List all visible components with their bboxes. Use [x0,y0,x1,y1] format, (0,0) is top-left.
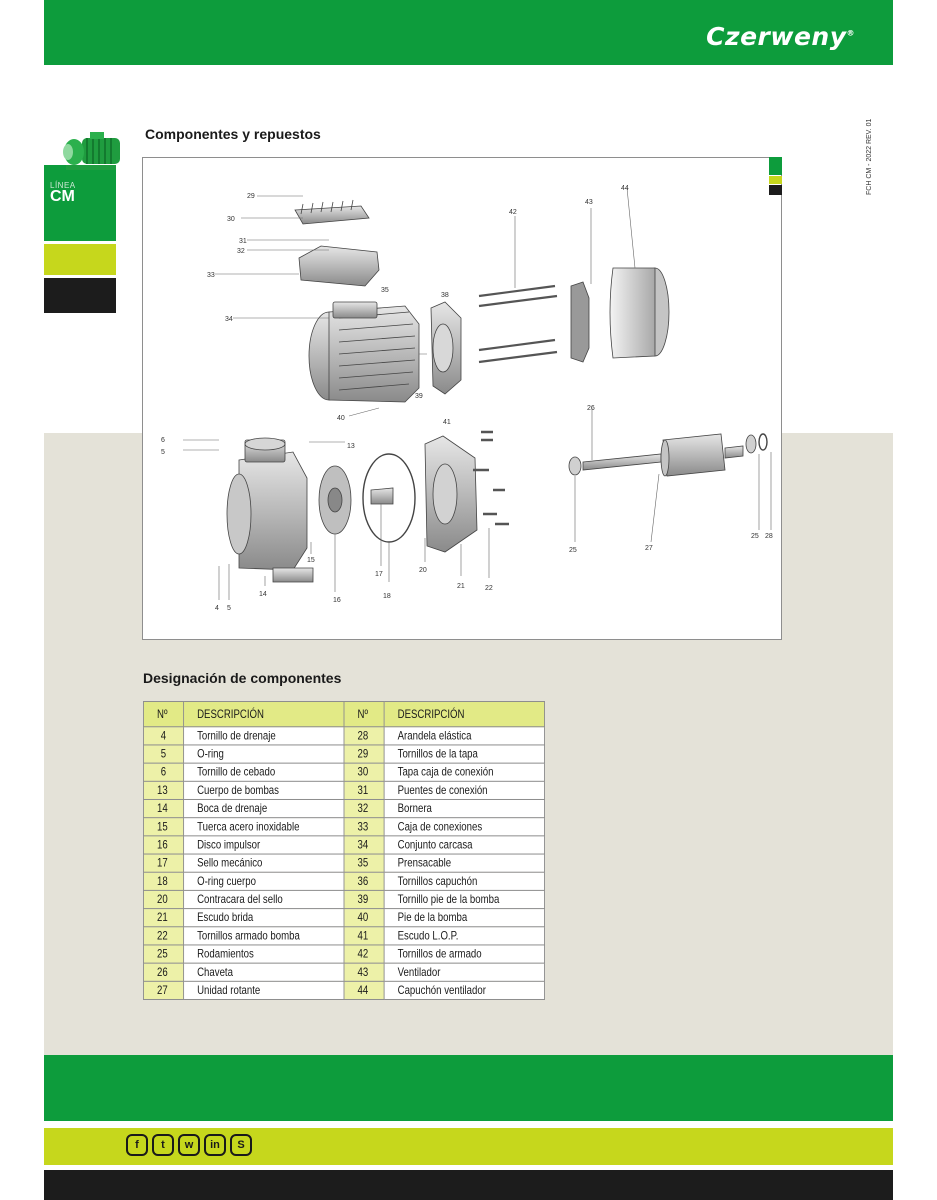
part-description: Pie de la bomba [384,909,544,927]
svg-text:6: 6 [161,437,165,444]
part-description: Escudo brida [184,909,344,927]
part-description: Bornera [384,799,544,817]
line-label: LÍNEA [50,181,76,190]
table-header-row [143,702,544,727]
part-number: 14 [143,799,183,817]
linkedin-icon[interactable]: in [204,1134,226,1156]
part-number: 32 [344,799,384,817]
part-description: Tornillos armado bomba [184,927,344,945]
svg-text:39: 39 [415,393,423,400]
part-number: 43 [344,963,384,981]
part-number: 39 [344,890,384,908]
part-number: 20 [143,890,183,908]
components-title: Componentes y repuestos [145,126,321,142]
svg-text:20: 20 [419,567,427,574]
part-description: Rodamientos [184,945,344,963]
part-description: Boca de drenaje [184,799,344,817]
part-description: Disco impulsor [184,836,344,854]
designation-title: Designación de componentes [143,670,342,686]
part-number: 21 [143,909,183,927]
social-links [126,1134,252,1158]
part-description: Arandela elástica [384,727,544,745]
part-description: Tuerca acero inoxidable [184,818,344,836]
table-row [143,945,544,963]
svg-text:17: 17 [375,571,383,578]
part-description: Capuchón ventilador [384,981,544,999]
part-description: Tornillo de drenaje [184,727,344,745]
part-description: Prensacable [384,854,544,872]
part-description: Chaveta [184,963,344,981]
svg-text:40: 40 [337,415,345,422]
part-description: Caja de conexiones [384,818,544,836]
svg-text:30: 30 [227,216,235,223]
header-description: DESCRIPCIÓN [184,702,344,727]
part-description: Cuerpo de bombas [184,781,344,799]
part-description: O-ring [184,745,344,763]
part-description: Unidad rotante [184,981,344,999]
part-number: 30 [344,763,384,781]
part-number: 31 [344,781,384,799]
svg-text:25: 25 [751,533,759,540]
svg-text:35: 35 [381,287,389,294]
table-row [143,890,544,908]
svg-text:14: 14 [259,591,267,598]
table-row [143,818,544,836]
svg-text:41: 41 [443,419,451,426]
svg-text:29: 29 [247,193,255,200]
part-number: 18 [143,872,183,890]
table-row [143,854,544,872]
exploded-diagram [142,157,782,640]
table-row [143,909,544,927]
part-number: 15 [143,818,183,836]
part-description: Ventilador [384,963,544,981]
header-description: DESCRIPCIÓN [384,702,544,727]
svg-text:32: 32 [237,248,245,255]
part-number: 44 [344,981,384,999]
svg-text:42: 42 [509,209,517,216]
part-description: Tornillos capuchón [384,872,544,890]
part-number: 41 [344,927,384,945]
part-description: Tornillo de cebado [184,763,344,781]
part-description: Puentes de conexión [384,781,544,799]
whatsapp-icon[interactable]: w [178,1134,200,1156]
corner-color-tabs [769,157,782,195]
table-row [143,763,544,781]
part-description: Tornillos de armado [384,945,544,963]
part-number: 13 [143,781,183,799]
svg-text:21: 21 [457,583,465,590]
part-description: Conjunto carcasa [384,836,544,854]
part-number: 5 [143,745,183,763]
facebook-icon[interactable]: f [126,1134,148,1156]
svg-text:15: 15 [307,557,315,564]
svg-text:16: 16 [333,597,341,604]
part-number: 17 [143,854,183,872]
table-row [143,927,544,945]
part-number: 27 [143,981,183,999]
part-number: 42 [344,945,384,963]
svg-text:33: 33 [207,272,215,279]
part-number: 25 [143,945,183,963]
svg-text:4: 4 [215,605,219,612]
exploded-diagram-drawing [143,158,781,639]
sidebar-lime-block [44,244,116,275]
svg-text:25: 25 [569,547,577,554]
part-number: 28 [344,727,384,745]
svg-text:31: 31 [239,238,247,245]
part-number: 4 [143,727,183,745]
skype-icon[interactable]: S [230,1134,252,1156]
part-description: Contracara del sello [184,890,344,908]
part-number: 22 [143,927,183,945]
svg-text:26: 26 [587,405,595,412]
table-row [143,836,544,854]
table-row [143,727,544,745]
table-row [143,872,544,890]
header-num: Nº [344,702,384,727]
svg-text:44: 44 [621,185,629,192]
header-num: Nº [143,702,183,727]
svg-text:5: 5 [161,449,165,456]
table-row [143,963,544,981]
table-row [143,745,544,763]
brand-logo: Czerweny® [706,22,855,51]
svg-text:18: 18 [383,593,391,600]
line-name: CM [50,188,75,205]
svg-text:38: 38 [441,292,449,299]
svg-text:43: 43 [585,199,593,206]
svg-text:22: 22 [485,585,493,592]
part-description: O-ring cuerpo [184,872,344,890]
part-number: 34 [344,836,384,854]
pump-thumbnail-icon [60,132,126,172]
header-bar [44,0,893,65]
components-table [143,701,545,1000]
part-number: 6 [143,763,183,781]
part-description: Tornillo pie de la bomba [384,890,544,908]
table-row [143,981,544,999]
svg-text:13: 13 [347,443,355,450]
table-row [143,781,544,799]
svg-text:28: 28 [765,533,773,540]
footer-green-band [44,1055,893,1121]
svg-text:27: 27 [645,545,653,552]
part-description: Escudo L.O.P. [384,927,544,945]
part-number: 26 [143,963,183,981]
part-description: Tornillos de la tapa [384,745,544,763]
table-row [143,799,544,817]
svg-text:34: 34 [225,316,233,323]
twitter-icon[interactable]: t [152,1134,174,1156]
part-number: 40 [344,909,384,927]
part-description: Sello mecánico [184,854,344,872]
sidebar-dark-block [44,278,116,313]
part-number: 16 [143,836,183,854]
part-number: 36 [344,872,384,890]
part-number: 29 [344,745,384,763]
svg-text:5: 5 [227,605,231,612]
document-code: FCH CM - 2022 REV. 01 [866,118,873,195]
part-number: 35 [344,854,384,872]
part-number: 33 [344,818,384,836]
part-description: Tapa caja de conexión [384,763,544,781]
footer-dark-band [44,1170,893,1200]
